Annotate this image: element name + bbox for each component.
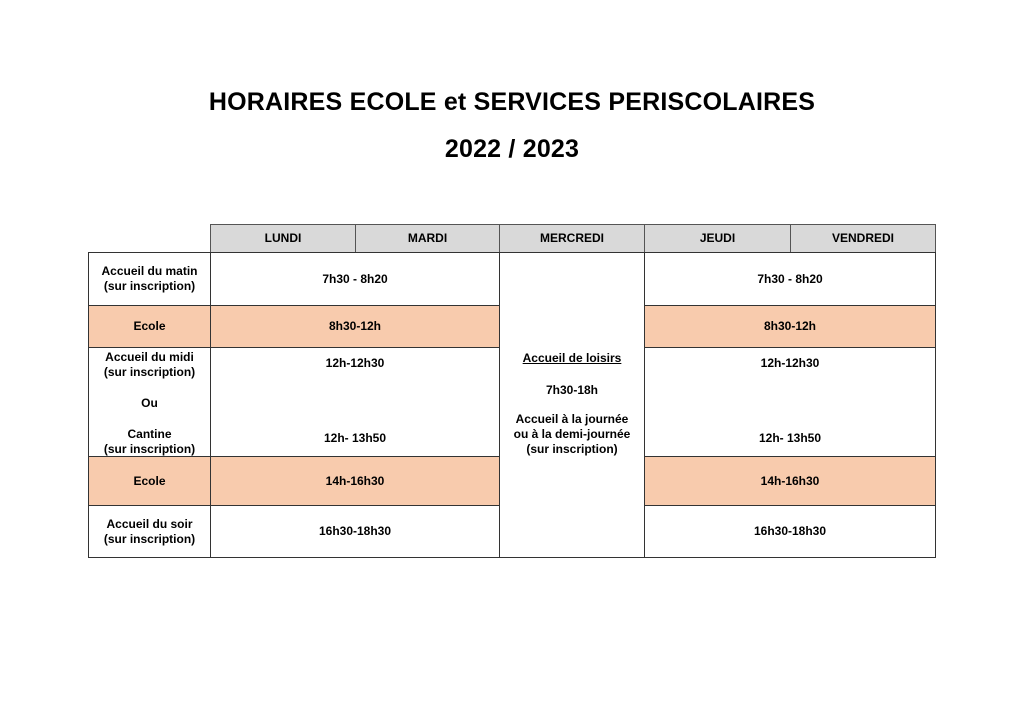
label-ecole-aprem: Ecole xyxy=(88,456,211,506)
label-accueil-midi-inscription: (sur inscription) xyxy=(103,365,196,379)
page-subtitle-year: 2022 / 2023 xyxy=(444,135,580,163)
header-jeudi: JEUDI xyxy=(644,224,791,253)
time-accueil-soir-lundi-mardi: 16h30-18h30 xyxy=(210,505,500,558)
label-accueil-soir xyxy=(88,505,211,558)
label-accueil-midi: Accueil du midi xyxy=(105,350,194,364)
label-accueil-soir-line1: Accueil du soir xyxy=(106,516,193,531)
label-accueil-matin-line1: Accueil du matin xyxy=(101,264,198,278)
time-midi-cantine: 12h- 13h50 xyxy=(323,431,387,445)
mercredi-line2: ou à la demi-journée xyxy=(513,427,631,441)
time-midi-accueil: 12h-12h30 xyxy=(760,356,820,370)
label-cantine: Cantine xyxy=(127,427,172,441)
mercredi-time: 7h30-18h xyxy=(545,383,599,397)
label-ou: Ou xyxy=(141,396,158,410)
time-accueil-soir-jeudi-vendredi: 16h30-18h30 xyxy=(644,505,936,558)
label-accueil-matin xyxy=(88,252,211,306)
time-ecole-matin-jeudi-vendredi: 8h30-12h xyxy=(644,305,936,348)
label-accueil-matin-line2: (sur inscription) xyxy=(103,279,196,293)
label-ecole-matin: Ecole xyxy=(88,305,211,348)
time-accueil-matin-jeudi-vendredi: 7h30 - 8h20 xyxy=(644,252,936,306)
time-midi-lundi-mardi xyxy=(210,347,500,457)
header-lundi: LUNDI xyxy=(210,224,356,253)
mercredi-line3: (sur inscription) xyxy=(526,442,618,456)
mercredi-line1: Accueil à la journée xyxy=(515,412,629,426)
header-mardi: MARDI xyxy=(355,224,500,253)
label-accueil-soir-line2: (sur inscription) xyxy=(103,531,196,546)
time-ecole-matin-lundi-mardi: 8h30-12h xyxy=(210,305,500,348)
time-ecole-aprem-lundi-mardi: 14h-16h30 xyxy=(210,456,500,506)
time-midi-cantine: 12h- 13h50 xyxy=(758,431,822,445)
time-midi-accueil: 12h-12h30 xyxy=(325,356,385,370)
mercredi-accueil-loisirs xyxy=(499,252,645,558)
time-accueil-matin-lundi-mardi: 7h30 - 8h20 xyxy=(210,252,500,306)
header-mercredi: MERCREDI xyxy=(499,224,645,253)
time-ecole-aprem-jeudi-vendredi: 14h-16h30 xyxy=(644,456,936,506)
time-midi-jeudi-vendredi xyxy=(644,347,936,457)
label-midi xyxy=(88,347,211,457)
header-vendredi: VENDREDI xyxy=(790,224,936,253)
label-cantine-inscription: (sur inscription) xyxy=(103,442,196,456)
mercredi-title: Accueil de loisirs xyxy=(522,351,622,365)
page-title: HORAIRES ECOLE et SERVICES PERISCOLAIRES xyxy=(208,88,816,116)
